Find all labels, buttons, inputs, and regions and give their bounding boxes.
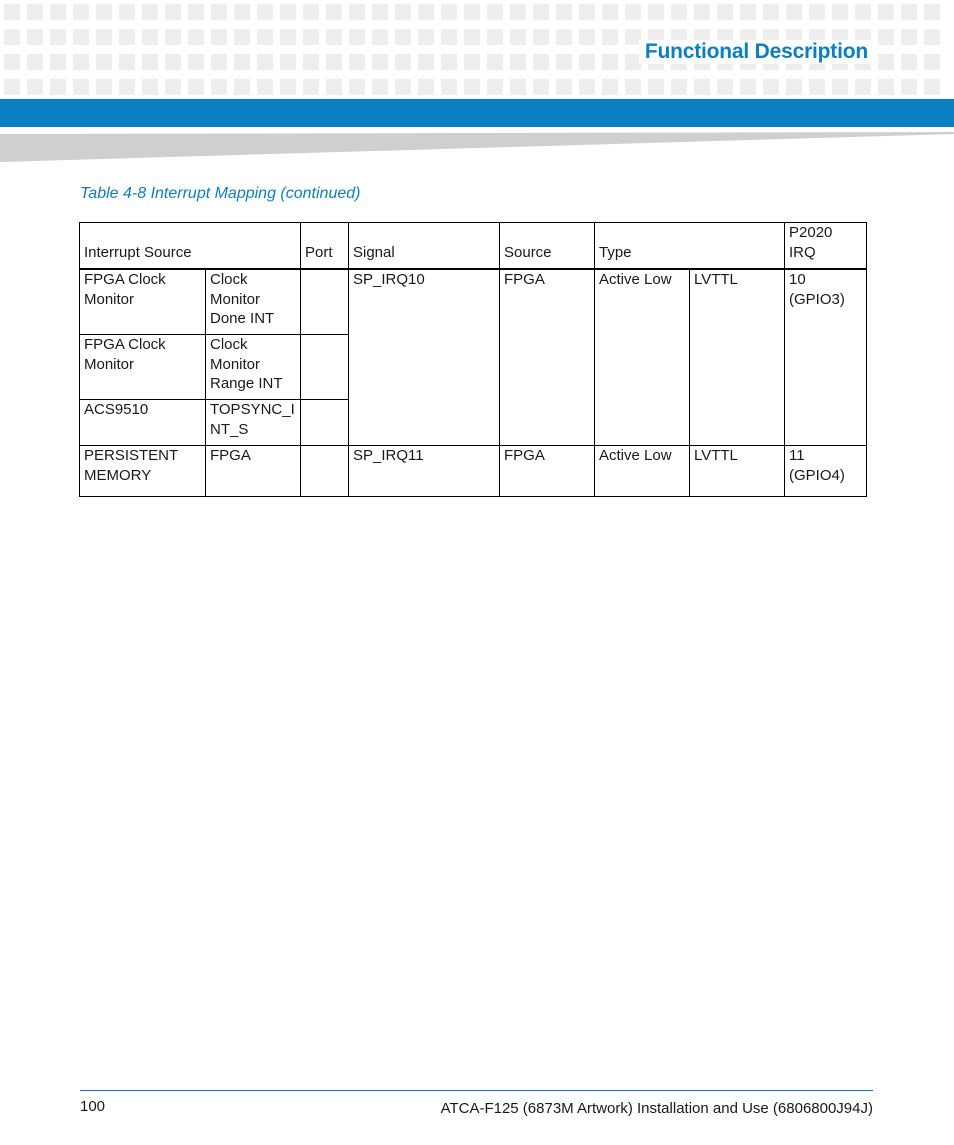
pattern-tile bbox=[372, 4, 388, 20]
footer-doc-title: ATCA-F125 (6873M Artwork) Installation and Use (6806800J94J) bbox=[440, 1100, 873, 1117]
pattern-tile bbox=[740, 79, 756, 95]
pattern-tile bbox=[763, 4, 779, 20]
pattern-tile bbox=[50, 29, 66, 45]
pattern-tile bbox=[73, 54, 89, 70]
pattern-tile bbox=[119, 4, 135, 20]
pattern-tile bbox=[533, 29, 549, 45]
pattern-tile bbox=[855, 79, 871, 95]
header-port: Port bbox=[301, 223, 349, 270]
pattern-tile bbox=[579, 79, 595, 95]
pattern-tile bbox=[464, 79, 480, 95]
pattern-tile bbox=[188, 4, 204, 20]
pattern-tile bbox=[556, 79, 572, 95]
pattern-tile bbox=[464, 54, 480, 70]
pattern-tile bbox=[533, 54, 549, 70]
pattern-tile bbox=[73, 29, 89, 45]
pattern-tile bbox=[280, 4, 296, 20]
pattern-tile bbox=[924, 54, 940, 70]
pattern-tile bbox=[464, 4, 480, 20]
pattern-tile bbox=[671, 4, 687, 20]
pattern-tile bbox=[188, 29, 204, 45]
pattern-tile bbox=[648, 79, 664, 95]
pattern-tile bbox=[625, 79, 641, 95]
pattern-tile bbox=[234, 4, 250, 20]
pattern-tile bbox=[73, 79, 89, 95]
pattern-tile bbox=[464, 29, 480, 45]
header-wedge bbox=[0, 128, 954, 164]
pattern-tile bbox=[142, 54, 158, 70]
table-row bbox=[80, 269, 867, 335]
pattern-tile bbox=[211, 79, 227, 95]
pattern-tile bbox=[602, 4, 618, 20]
cell-port bbox=[301, 269, 349, 335]
pattern-tile bbox=[27, 29, 43, 45]
pattern-tile bbox=[4, 29, 20, 45]
pattern-tile bbox=[556, 4, 572, 20]
pattern-tile bbox=[326, 79, 342, 95]
pattern-tile bbox=[832, 79, 848, 95]
pattern-tile bbox=[4, 79, 20, 95]
pattern-tile bbox=[510, 79, 526, 95]
table-header-row bbox=[80, 223, 867, 270]
cell-src-main: FPGA Clock Monitor bbox=[80, 335, 206, 400]
pattern-tile bbox=[878, 54, 894, 70]
pattern-tile bbox=[579, 4, 595, 20]
pattern-tile bbox=[441, 79, 457, 95]
cell-src-sub: TOPSYNC_INT_S bbox=[206, 400, 301, 446]
pattern-tile bbox=[280, 29, 296, 45]
pattern-tile bbox=[303, 79, 319, 95]
header-source: Source bbox=[500, 223, 595, 270]
pattern-tile bbox=[165, 54, 181, 70]
pattern-tile bbox=[763, 79, 779, 95]
pattern-tile bbox=[96, 29, 112, 45]
pattern-tile bbox=[786, 79, 802, 95]
cell-src-sub: FPGA bbox=[206, 446, 301, 497]
pattern-tile bbox=[786, 4, 802, 20]
pattern-tile bbox=[740, 4, 756, 20]
pattern-tile bbox=[533, 79, 549, 95]
cell-src-sub: Clock Monitor Done INT bbox=[206, 269, 301, 335]
cell-src-main: FPGA Clock Monitor bbox=[80, 269, 206, 335]
header-type: Type bbox=[595, 223, 785, 270]
pattern-tile bbox=[27, 54, 43, 70]
pattern-tile bbox=[878, 79, 894, 95]
pattern-tile bbox=[165, 29, 181, 45]
footer-rule bbox=[80, 1090, 873, 1091]
pattern-tile bbox=[487, 29, 503, 45]
pattern-tile bbox=[119, 54, 135, 70]
pattern-tile bbox=[349, 4, 365, 20]
pattern-tile bbox=[648, 4, 664, 20]
pattern-tile bbox=[418, 54, 434, 70]
pattern-tile bbox=[487, 79, 503, 95]
pattern-tile bbox=[349, 79, 365, 95]
header-p2020-irq: P2020 IRQ bbox=[785, 223, 867, 270]
cell-signal: SP_IRQ11 bbox=[349, 446, 500, 497]
pattern-tile bbox=[671, 79, 687, 95]
pattern-tile bbox=[395, 79, 411, 95]
pattern-tile bbox=[901, 79, 917, 95]
pattern-tile bbox=[418, 4, 434, 20]
cell-level: LVTTL bbox=[690, 446, 785, 497]
pattern-tile bbox=[50, 54, 66, 70]
pattern-tile bbox=[73, 4, 89, 20]
cell-port bbox=[301, 400, 349, 446]
pattern-tile bbox=[901, 54, 917, 70]
pattern-tile bbox=[487, 4, 503, 20]
header-band bbox=[0, 99, 954, 127]
pattern-tile bbox=[556, 54, 572, 70]
header-signal: Signal bbox=[349, 223, 500, 270]
pattern-tile bbox=[142, 4, 158, 20]
pattern-tile bbox=[211, 54, 227, 70]
pattern-tile bbox=[27, 4, 43, 20]
pattern-tile bbox=[717, 4, 733, 20]
pattern-tile bbox=[326, 4, 342, 20]
pattern-tile bbox=[510, 4, 526, 20]
pattern-tile bbox=[303, 54, 319, 70]
pattern-tile bbox=[27, 79, 43, 95]
pattern-tile bbox=[257, 79, 273, 95]
pattern-tile bbox=[119, 29, 135, 45]
cell-level: LVTTL bbox=[690, 269, 785, 446]
cell-source: FPGA bbox=[500, 269, 595, 446]
pattern-tile bbox=[50, 79, 66, 95]
cell-port bbox=[301, 335, 349, 400]
pattern-tile bbox=[4, 54, 20, 70]
pattern-tile bbox=[395, 54, 411, 70]
pattern-tile bbox=[234, 29, 250, 45]
pattern-tile bbox=[694, 4, 710, 20]
pattern-tile bbox=[349, 54, 365, 70]
pattern-tile bbox=[372, 29, 388, 45]
pattern-tile bbox=[878, 29, 894, 45]
cell-src-main: PERSISTENT MEMORY bbox=[80, 446, 206, 497]
pattern-tile bbox=[418, 79, 434, 95]
cell-irq: 10 (GPIO3) bbox=[785, 269, 867, 446]
pattern-tile bbox=[4, 4, 20, 20]
pattern-tile bbox=[372, 79, 388, 95]
cell-irq: 11 (GPIO4) bbox=[785, 446, 867, 497]
pattern-tile bbox=[50, 4, 66, 20]
pattern-tile bbox=[418, 29, 434, 45]
pattern-tile bbox=[211, 4, 227, 20]
pattern-tile bbox=[924, 4, 940, 20]
pattern-tile bbox=[165, 4, 181, 20]
pattern-tile bbox=[142, 79, 158, 95]
pattern-tile bbox=[119, 79, 135, 95]
pattern-tile bbox=[602, 79, 618, 95]
pattern-tile bbox=[809, 4, 825, 20]
pattern-tile bbox=[901, 4, 917, 20]
pattern-tile bbox=[441, 4, 457, 20]
pattern-tile bbox=[395, 4, 411, 20]
cell-type: Active Low bbox=[595, 446, 690, 497]
cell-type: Active Low bbox=[595, 269, 690, 446]
pattern-tile bbox=[602, 29, 618, 45]
pattern-tile bbox=[694, 79, 710, 95]
pattern-tile bbox=[211, 29, 227, 45]
table-caption: Table 4-8 Interrupt Mapping (continued) bbox=[80, 185, 361, 202]
cell-signal: SP_IRQ10 bbox=[349, 269, 500, 446]
pattern-tile bbox=[579, 29, 595, 45]
pattern-tile bbox=[441, 29, 457, 45]
pattern-tile bbox=[349, 29, 365, 45]
pattern-tile bbox=[533, 4, 549, 20]
pattern-tile bbox=[234, 79, 250, 95]
cell-src-main: ACS9510 bbox=[80, 400, 206, 446]
pattern-tile bbox=[878, 4, 894, 20]
pattern-tile bbox=[924, 29, 940, 45]
pattern-tile bbox=[96, 54, 112, 70]
header-interrupt-source: Interrupt Source bbox=[80, 223, 301, 270]
pattern-tile bbox=[625, 4, 641, 20]
pattern-tile bbox=[602, 54, 618, 70]
pattern-tile bbox=[234, 54, 250, 70]
pattern-tile bbox=[96, 79, 112, 95]
cell-port bbox=[301, 446, 349, 497]
pattern-tile bbox=[372, 54, 388, 70]
pattern-tile bbox=[257, 29, 273, 45]
pattern-tile bbox=[395, 29, 411, 45]
interrupt-mapping-table bbox=[79, 222, 867, 497]
pattern-tile bbox=[188, 79, 204, 95]
pattern-tile bbox=[717, 79, 733, 95]
pattern-tile bbox=[188, 54, 204, 70]
pattern-tile bbox=[441, 54, 457, 70]
pattern-tile bbox=[901, 29, 917, 45]
page-number: 100 bbox=[80, 1098, 106, 1115]
pattern-tile bbox=[280, 54, 296, 70]
pattern-tile bbox=[924, 79, 940, 95]
pattern-tile bbox=[303, 4, 319, 20]
pattern-tile bbox=[96, 4, 112, 20]
pattern-tile bbox=[257, 4, 273, 20]
pattern-tile bbox=[487, 54, 503, 70]
pattern-tile bbox=[303, 29, 319, 45]
pattern-tile bbox=[326, 54, 342, 70]
pattern-tile bbox=[579, 54, 595, 70]
pattern-tile bbox=[855, 4, 871, 20]
table-row bbox=[80, 446, 867, 497]
pattern-tile bbox=[832, 4, 848, 20]
pattern-tile bbox=[280, 79, 296, 95]
pattern-tile bbox=[142, 29, 158, 45]
pattern-tile bbox=[257, 54, 273, 70]
cell-src-sub: Clock Monitor Range INT bbox=[206, 335, 301, 400]
pattern-tile bbox=[510, 54, 526, 70]
page-title: Functional Description bbox=[639, 40, 874, 64]
pattern-tile bbox=[510, 29, 526, 45]
pattern-tile bbox=[326, 29, 342, 45]
pattern-tile bbox=[809, 79, 825, 95]
cell-source: FPGA bbox=[500, 446, 595, 497]
pattern-tile bbox=[165, 79, 181, 95]
pattern-tile bbox=[556, 29, 572, 45]
